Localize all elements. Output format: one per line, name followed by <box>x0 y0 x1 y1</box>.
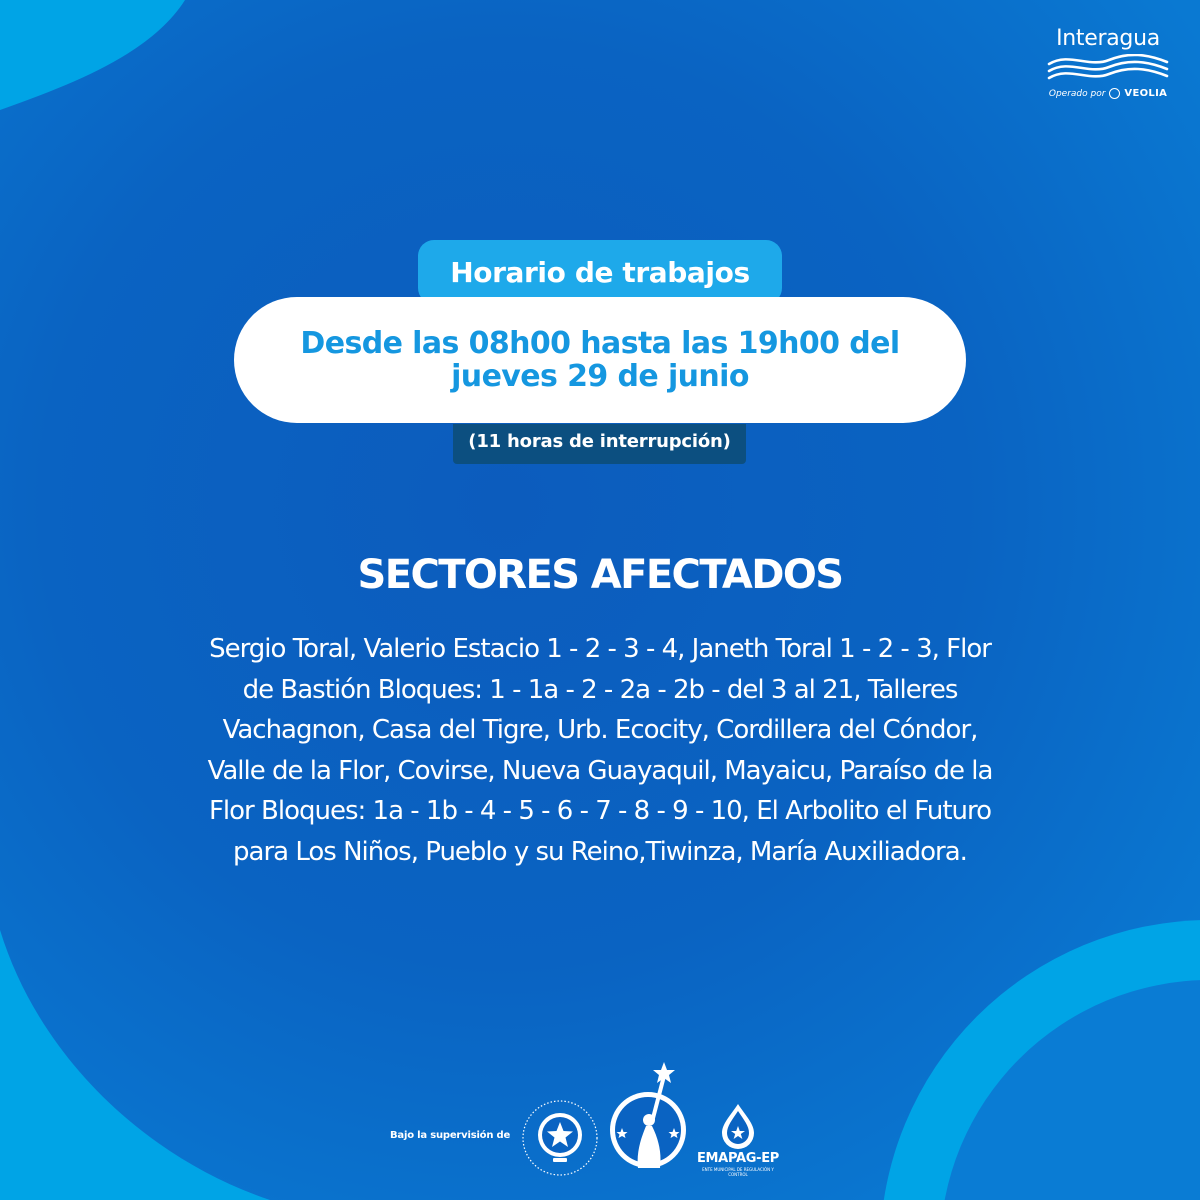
emapag-name: EMAPAG-EP <box>696 1151 780 1166</box>
supervision-label: Bajo la supervisión de <box>390 1130 511 1141</box>
sectors-line: de Bastión Bloques: 1 - 1a - 2 - 2a - 2b - del 3 al 21, Talleres <box>242 674 958 705</box>
schedule-date: jueves 29 de junio <box>451 359 749 394</box>
sectors-line: Flor Bloques: 1a - 1b - 4 - 5 - 6 - 7 - 8 - 9 - 10, El Arbolito el Futuro <box>208 796 992 826</box>
municipality-star-seal-icon <box>520 1098 600 1178</box>
schedule-time-range: Desde las 08h00 hasta las 19h00 del <box>300 326 900 361</box>
operated-by-label: Operado por <box>1048 88 1106 99</box>
sectors-line: Valle de la Flor, Covirse, Nueva Guayaquil, Mayaicu, Paraíso de la <box>207 755 993 786</box>
emapag-subtitle: ENTE MUNICIPAL DE REGULACIÓN Y CONTROL <box>702 1167 774 1177</box>
water-waves-icon <box>1047 54 1169 80</box>
interagua-logo <box>1044 26 1172 99</box>
liberty-torch-seal-icon <box>608 1056 690 1180</box>
veolia-icon <box>1109 88 1120 99</box>
interruption-duration: (11 horas de interrupción) <box>453 424 746 464</box>
sectors-line: Sergio Toral, Valerio Estacio 1 - 2 - 3 - 4, Janeth Toral 1 - 2 - 3, Flor <box>209 634 991 664</box>
brand-name: Interagua <box>1056 26 1160 51</box>
sectors-title: SECTORES AFECTADOS <box>357 552 843 598</box>
operator-line <box>1044 88 1172 99</box>
sectors-list <box>150 629 1050 872</box>
operator-name: VEOLIA <box>1124 88 1168 99</box>
sectors-line: Vachagnon, Casa del Tigre, Urb. Ecocity, Cordillera del Cóndor, <box>222 715 978 745</box>
schedule-heading: Horario de trabajos <box>418 240 782 304</box>
water-drop-icon <box>718 1102 758 1150</box>
schedule-pill <box>234 297 966 423</box>
supervision-footer <box>390 1050 800 1180</box>
sectors-line: para Los Niños, Pueblo y su Reino,Tiwinza, María Auxiliadora. <box>233 836 967 867</box>
